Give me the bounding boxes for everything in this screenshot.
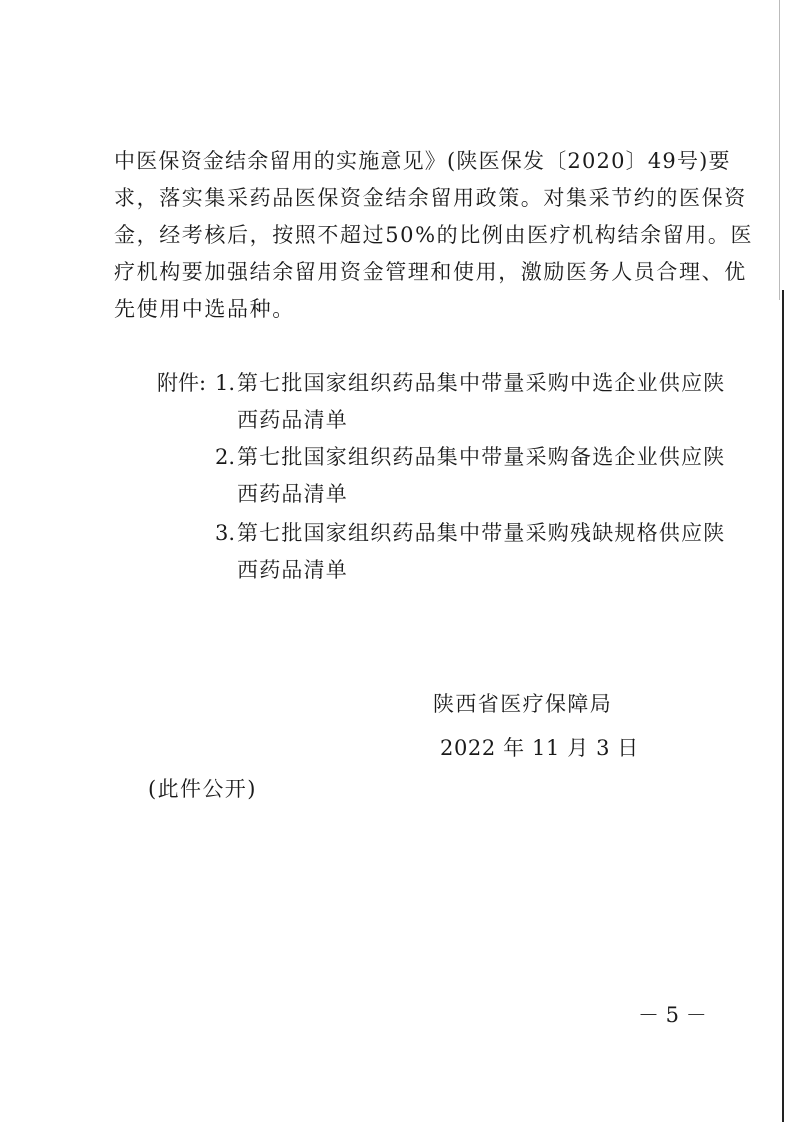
- attachment-title-cont: 西药品清单: [237, 482, 348, 506]
- body-line: 先使用中选品种。: [114, 297, 295, 321]
- page-number: － 5 －: [638, 1003, 707, 1027]
- attachment-number: 3.: [215, 521, 236, 545]
- issuer-name: 陕西省医疗保障局: [433, 692, 613, 716]
- attachment-title: 第七批国家组织药品集中带量采购残缺规格供应陕: [237, 521, 726, 545]
- body-line: 求，落实集采药品医保资金结余留用政策。对集采节约的医保资: [114, 186, 747, 210]
- body-line: 中医保资金结余留用的实施意见》(陕医保发〔2020〕49号)要: [114, 149, 731, 173]
- issue-date: 2022 年 11 月 3 日: [440, 736, 639, 760]
- attachment-label: 附件:: [157, 371, 207, 395]
- body-line: 金，经考核后，按照不超过50%的比例由医疗机构结余留用。医: [114, 223, 754, 247]
- body-line: 疗机构要加强结余留用资金管理和使用，激励医务人员合理、优: [114, 260, 747, 284]
- attachment-title: 第七批国家组织药品集中带量采购中选企业供应陕: [237, 371, 726, 395]
- attachment-title: 第七批国家组织药品集中带量采购备选企业供应陕: [237, 445, 726, 469]
- attachment-title-cont: 西药品清单: [237, 408, 348, 432]
- scan-edge-border: [782, 290, 784, 1122]
- attachment-number: 2.: [215, 445, 236, 469]
- scan-edge-line: [779, 0, 780, 300]
- attachment-title-cont: 西药品清单: [237, 558, 348, 582]
- disclosure-note: (此件公开): [148, 777, 257, 801]
- attachment-number: 1.: [215, 371, 236, 395]
